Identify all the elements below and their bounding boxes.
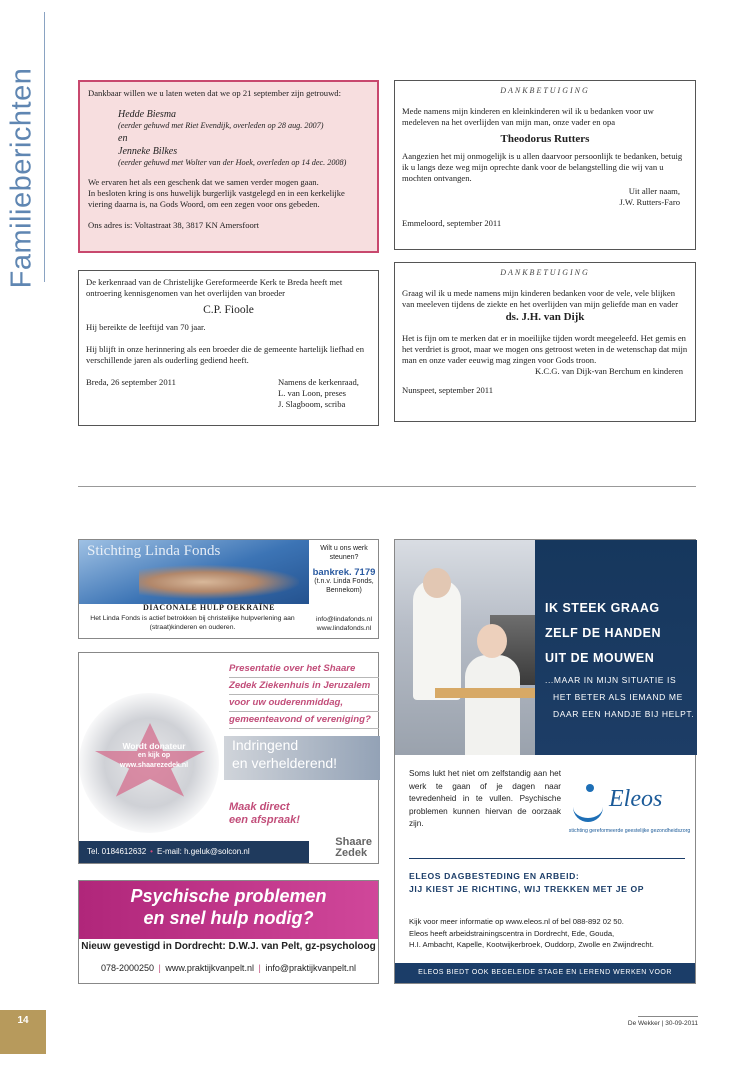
thanks-heading: DANKBETUIGING	[500, 268, 590, 277]
separator: |	[158, 963, 161, 973]
thanks-intro: Graag wil ik u mede namens mijn kinderen bedanken voor de vele, vele blijken van meeleven tijdens de ziekte en het overlijden van mijn geliefde man en vader	[402, 288, 679, 309]
donor-line-1: Wordt donateur	[122, 741, 186, 751]
phone-number[interactable]: 078-2000250	[100, 963, 155, 973]
bullet-icon: •	[150, 847, 153, 856]
eleos-body-text: Soms lukt het niet om zelfstandig aan het werk te gaan of je dagen naar tevredenheid in te vullen. Psychische problemen kunnen hiervan de oorzaak zijn.	[409, 769, 561, 828]
obituary-body: Hij blijft in onze herinnering als een broeder die de gemeente hartelijk liefhad en verschillende jaren als ouderling gediend heeft.	[86, 344, 364, 365]
linda-banner	[79, 540, 309, 604]
linda-website-link[interactable]: www.lindafonds.nl	[316, 624, 372, 632]
praktijk-van-pelt-ad	[78, 880, 379, 984]
eleos-subheadline	[545, 672, 695, 723]
presentation-line-4: gemeenteavond of vereniging?	[229, 712, 379, 729]
groom-name: Hedde Biesma	[118, 109, 177, 120]
presentation-text	[229, 661, 379, 729]
headline-line-3: UIT DE MOUWEN	[545, 651, 655, 665]
place-date: Nunspeet, september 2011	[402, 385, 494, 395]
eleos-footer-bar: ELEOS BIEDT OOK BEGELEIDE STAGE EN LEREND WERKEN VOOR JONGEREN.	[395, 963, 695, 983]
baker-2-head	[477, 624, 507, 658]
presentation-line-1: Presentatie over het Shaare	[229, 661, 379, 678]
slogan-line-1: ELEOS DAGBESTEDING EN ARBEID:	[409, 871, 580, 881]
shaare-zedek-logo	[335, 837, 372, 859]
linda-support	[309, 544, 379, 595]
support-line-1: Wilt u ons werk	[320, 545, 368, 552]
info-line-2: Eleos heeft arbeidstrainingscentra in Dordrecht, Ede, Gouda,	[409, 928, 615, 938]
signature-line-2: L. van Loon, preses	[278, 388, 347, 398]
presentation-line-3: voor uw ouderenmiddag,	[229, 695, 379, 712]
obituary-intro: De kerkenraad van de Christelijke Gereformeerde Kerk te Breda heeft met ontroering kennisgenomen van het overlijden van broeder	[86, 277, 343, 298]
groom-note: (eerder gehuwd met Riet Evendijk, overleden op 28 aug. 2007)	[118, 121, 324, 130]
thanks-body: Het is fijn om te merken dat er in moeilijke tijden wordt meegeleefd. Het gemis en het verdriet is groot, maar we mogen ons getroost weten in de wetenschap dat mijn man en onze vader eeuwig mag zingen voor Gods troon.	[402, 333, 688, 365]
cta-line-2: een afspraak!	[229, 814, 300, 826]
contact-line	[79, 963, 378, 973]
deceased-name: C.P. Fioole	[203, 304, 254, 316]
eleos-info	[409, 916, 694, 951]
practice-info: Nieuw gevestigd in Dordrecht: D.W.J. van Pelt, gz-psycholoog	[81, 941, 376, 952]
bank-account: bankrek. 7179	[312, 567, 376, 578]
headline-line-2: ZELF DE HANDEN	[545, 626, 662, 640]
separator: |	[258, 963, 261, 973]
phone-number[interactable]: Tel. 0184612632	[87, 847, 147, 856]
obituary-age: Hij bereikte de leeftijd van 70 jaar.	[86, 322, 206, 332]
headline-line-1: Psychische problemen	[130, 886, 327, 906]
eleos-headline	[545, 596, 695, 671]
linda-subtitle: DIACONALE HULP OEKRAÏNE	[142, 603, 276, 612]
logo-wordmark: Eleos	[609, 786, 663, 812]
baker-1	[413, 580, 461, 700]
thanks-rutters	[394, 80, 696, 250]
eleos-slogan	[409, 870, 689, 896]
eleos-logo	[567, 780, 692, 840]
linda-contact	[309, 616, 379, 633]
donor-website-link[interactable]: www.shaarezedek.nl	[119, 762, 189, 769]
bride-name: Jenneke Bilkes	[118, 146, 178, 157]
signature-line-1: Uit aller naam,	[628, 186, 680, 196]
thanks-body: Aangezien het mij onmogelijk is u allen daarvoor persoonlijk te bedanken, betuig ik u langs deze weg mijn oprechte dank voor de belangstelling die wij van u mochten ontvangen.	[402, 151, 683, 183]
signature-line-2: J.W. Rutters-Faro	[619, 197, 680, 207]
email-link[interactable]: info@praktijkvanpelt.nl	[265, 963, 357, 973]
place-date: Breda, 26 september 2011	[86, 377, 176, 387]
marriage-intro: Dankbaar willen we u laten weten dat we op 21 september zijn getrouwd:	[88, 88, 341, 98]
signature-line-1: Namens de kerkenraad,	[278, 377, 359, 387]
signature-line-3: J. Slagboom, scriba	[278, 399, 346, 409]
logo-tagline: stichting gereformeerde geestelijke gezondheidszorg	[568, 828, 691, 834]
obituary-fioole	[78, 270, 379, 426]
support-line-2: steunen?	[329, 554, 359, 561]
headline-band	[79, 881, 378, 939]
section-title: Familieberichten	[5, 67, 38, 289]
appointment-cta	[229, 801, 300, 827]
info-line-3: H.I. Ambacht, Kapelle, Kootwijkerbroek, Ouddorp, Zwolle en Zwijndrecht.	[409, 940, 654, 949]
thanks-van-dijk	[394, 262, 696, 422]
page-number: 14	[0, 1010, 46, 1054]
bank-note-2: Bennekom)	[326, 587, 362, 594]
dot-icon	[586, 784, 594, 792]
thanks-intro: Mede namens mijn kinderen en kleinkinderen wil ik u bedanken voor uw medeleven na het overlijden van mijn man, onze vader en opa	[402, 106, 654, 127]
subheadline-line-2: HET BETER ALS IEMAND ME	[553, 692, 683, 702]
bride	[118, 146, 369, 168]
deceased-name: ds. J.H. van Dijk	[505, 311, 585, 323]
marriage-body: We ervaren het als een geschenk dat we samen verder mogen gaan. In besloten kring is ons huwelijk burgerlijk vastgelegd en in een kerkelijke viering daarna is, na Gods Woord, om een zegen voor ons gebeden.	[88, 177, 345, 209]
tagline-line-1: Indringend	[232, 737, 299, 753]
deceased-name: Theodorus Rutters	[500, 133, 590, 145]
linda-description: Het Linda Fonds is actief betrokken bij christelijke hulpverlening aan (straat)kinderen en ouderen.	[90, 615, 295, 631]
linda-title: Stichting Linda Fonds	[87, 543, 221, 559]
and-word: en	[118, 133, 128, 144]
headline	[79, 885, 378, 929]
linda-email-link[interactable]: info@lindafonds.nl	[315, 616, 373, 623]
subheadline-line-1: ...MAAR IN MIJN SITUATIE IS	[545, 675, 677, 685]
email-link[interactable]: E-mail: h.geluk@solcon.nl	[156, 847, 250, 856]
donor-callout	[109, 741, 199, 771]
swoosh-icon	[573, 794, 603, 822]
place-date: Emmeloord, september 2011	[402, 218, 502, 228]
cta-line-1: Maak direct	[229, 801, 290, 813]
divider	[78, 486, 696, 487]
donor-line-2: en kijk op	[137, 752, 171, 759]
marriage-address: Ons adres is: Voltastraat 38, 3817 KN Amersfoort	[88, 220, 260, 230]
website-link[interactable]: www.praktijkvanpelt.nl	[165, 963, 254, 973]
tagline-band	[224, 736, 380, 780]
eleos-ad	[394, 539, 696, 996]
groom	[118, 109, 369, 131]
footer-rule	[638, 1016, 698, 1017]
logo-line-2: Zedek	[335, 847, 368, 859]
headline-line-1: IK STEEK GRAAG	[545, 601, 660, 615]
info-line-1: Kijk voor meer informatie op www.eleos.nl of bel 088-892 02 50.	[409, 917, 624, 926]
hands-photo	[139, 565, 299, 599]
presentation-line-2: Zedek Ziekenhuis in Jeruzalem	[229, 678, 379, 695]
subheadline-line-3: DAAR EEN HANDJE BIJ HELPT.	[553, 709, 695, 719]
tagline-line-2: en verhelderend!	[232, 755, 338, 771]
marriage-announcement	[78, 80, 379, 253]
linda-fonds-ad	[78, 539, 379, 639]
headline-line-2: en snel hulp nodig?	[143, 908, 314, 928]
section-rule	[44, 12, 45, 282]
logo-line-1: Shaare	[335, 836, 372, 848]
divider	[409, 858, 685, 859]
publication-info: De Wekker | 30-09-2011	[627, 1020, 698, 1027]
thanks-heading: DANKBETUIGING	[500, 86, 590, 95]
bank-note-1: (t.n.v. Linda Fonds,	[314, 578, 374, 585]
bread-tray	[435, 688, 535, 698]
shaare-zedek-ad	[78, 652, 379, 864]
bride-note: (eerder gehuwd met Wolter van der Hoek, overleden op 14 dec. 2008)	[118, 158, 347, 167]
contact-bar	[79, 841, 309, 863]
slogan-line-2: JIJ KIEST JE RICHTING, WIJ TREKKEN MET JE OP	[409, 884, 645, 894]
baker-1-head	[423, 568, 451, 598]
bakery-photo	[395, 540, 535, 755]
signature: K.C.G. van Dijk-van Berchum en kinderen	[535, 366, 683, 376]
baker-2	[465, 655, 520, 755]
